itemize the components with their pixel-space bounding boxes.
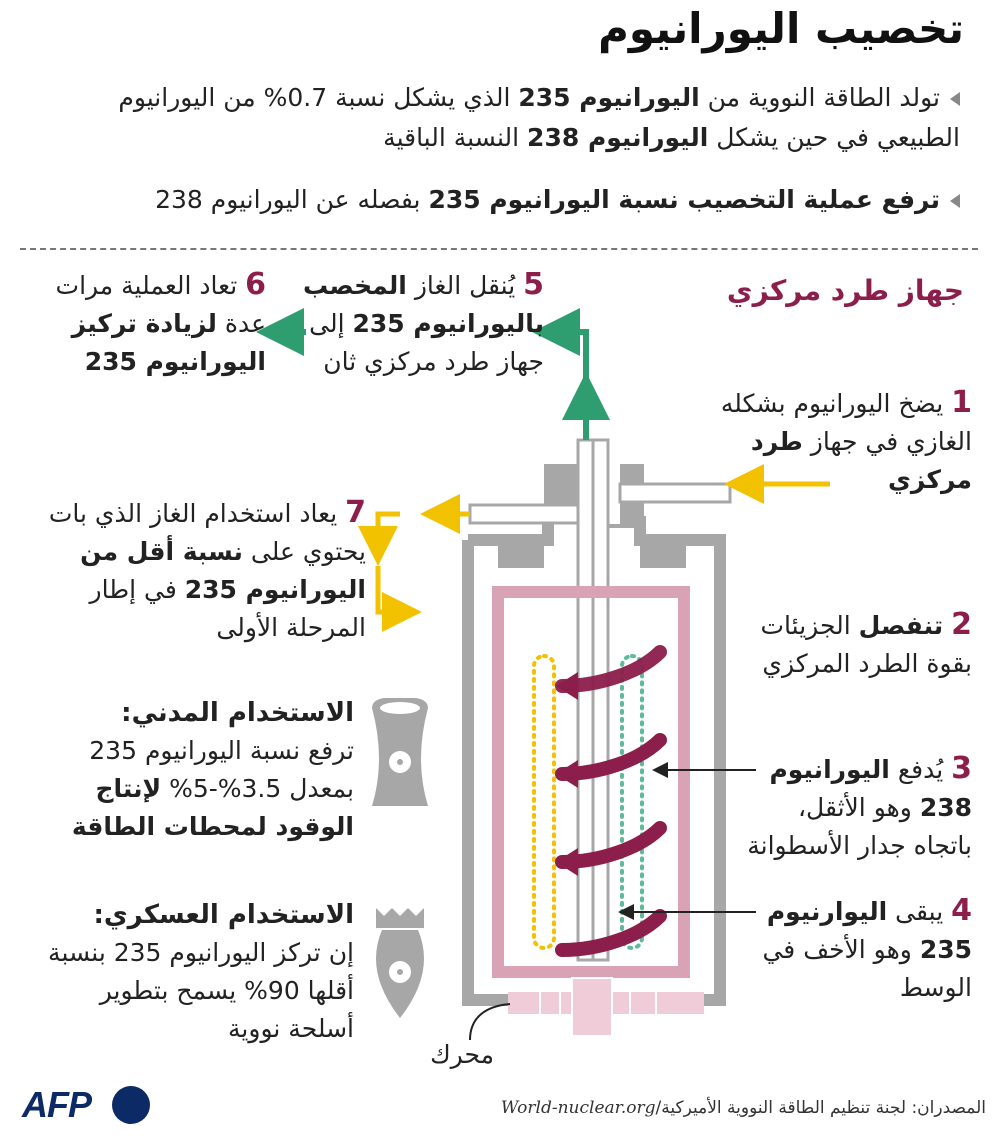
step-4-number: 4: [951, 893, 972, 928]
text-run: يبقى: [887, 897, 944, 926]
text-run: بفصله عن اليورانيوم 238: [155, 185, 429, 214]
text-run: النسبة الباقية: [383, 123, 528, 152]
text-run: تولد الطاقة النووية من: [699, 83, 940, 112]
step-2: [742, 606, 972, 683]
bold-text-run: اليوارنيوم 235: [766, 897, 972, 964]
step-7: [36, 494, 366, 647]
bold-text-run: المخصب باليورانيوم 235: [303, 271, 544, 338]
step-3-number: 3: [951, 751, 972, 786]
text-run: يُنقل الغاز: [406, 271, 516, 300]
step-3-text: [747, 755, 972, 860]
step-1: [712, 384, 972, 499]
text-run: يعاد استخدام الغاز الذي بات يحتوي على: [48, 499, 366, 566]
step-6: [26, 266, 266, 381]
bold-text-run: لإنتاج الوقود لمحطات الطاقة: [71, 774, 354, 841]
motor-label: محرك: [430, 1040, 494, 1069]
motor: [508, 978, 704, 1036]
text-run: إن تركز اليورانيوم 235 بنسبة أقلها 90% يسمح بتطوير أسلحة نووية: [48, 938, 354, 1043]
step-4: [762, 892, 972, 1007]
bold-text-run: طرد مركزي: [750, 427, 972, 494]
civil-use-title: الاستخدام المدني:: [121, 698, 354, 728]
reactor-icon: [372, 698, 428, 806]
page-title: تخصيب اليورانيوم: [598, 4, 964, 53]
text-run: وهو الأثقل، باتجاه جدار الأسطوانة: [747, 793, 972, 860]
text-run: في إطار المرحلة الأولى: [89, 575, 366, 642]
step-1-text: [721, 389, 972, 494]
bold-text-run: اليورانيوم 235: [518, 83, 700, 112]
sources-label: المصدران: لجنة تنظيم الطاقة النووية الأميركية/: [655, 1098, 986, 1118]
step-7-text: [49, 499, 366, 642]
text-run: وهو الأخف في الوسط: [762, 935, 972, 1002]
sources-url: World-nuclear.org: [500, 1098, 656, 1118]
step-5-text: [303, 271, 544, 376]
bold-text-run: لزيادة تركيز اليورانيوم 235: [71, 309, 266, 376]
step-4-text: [762, 897, 972, 1002]
bomb-icon: [376, 908, 424, 1018]
afp-logo-dot: [112, 1086, 150, 1124]
light-gas-layer: [622, 656, 642, 948]
text-run: الذي يشكل نسبة 0.7% من اليورانيوم الطبيعي في حين يشكل: [118, 83, 960, 152]
military-use-text: [34, 934, 354, 1048]
bold-text-run: اليورانيوم 238: [769, 755, 972, 822]
section-title: جهاز طرد مركزي: [726, 274, 964, 307]
bold-text-run: اليورانيوم 238: [527, 123, 709, 152]
military-use-title: الاستخدام العسكري:: [93, 900, 354, 930]
civil-use-text: [34, 732, 354, 846]
text-run: يُدفع: [889, 755, 944, 784]
step-1-number: 1: [951, 385, 972, 420]
bold-text-run: تنفصل: [858, 611, 944, 640]
casing-block-left: [498, 540, 544, 568]
step-6-text: [56, 271, 266, 376]
text-run: تعاد العملية مرات عدة: [55, 271, 266, 338]
heavy-gas-layer: [534, 656, 554, 948]
military-use: [34, 896, 354, 1048]
text-run: إلى جهاز طرد مركزي ثان: [309, 309, 544, 376]
bold-text-run: نسبة أقل من اليورانيوم 235: [80, 537, 366, 604]
step-2-number: 2: [951, 607, 972, 642]
text-run: الجزيئات بقوة الطرد المركزي: [760, 611, 972, 678]
step-5: [294, 266, 544, 381]
afp-logo-text: AFP: [22, 1084, 91, 1125]
text-run: ترفع نسبة اليورانيوم 235 بمعدل 3.5%-5%: [89, 736, 354, 803]
civil-use: [34, 694, 354, 846]
step-6-number: 6: [245, 267, 266, 302]
bold-text-run: ترفع عملية التخصيب نسبة اليورانيوم 235: [428, 185, 940, 214]
text-run: يضخ اليورانيوم بشكله الغازي في جهاز: [720, 389, 972, 456]
return-pipe: [470, 505, 580, 523]
casing-block-right: [640, 540, 686, 568]
sources: [386, 1098, 986, 1118]
step-2-text: [761, 611, 972, 678]
step-5-number: 5: [523, 267, 544, 302]
afp-logo: [22, 1080, 152, 1128]
step-3: [742, 750, 972, 865]
motor-pointer: [470, 1004, 510, 1040]
step-7-number: 7: [345, 495, 366, 530]
